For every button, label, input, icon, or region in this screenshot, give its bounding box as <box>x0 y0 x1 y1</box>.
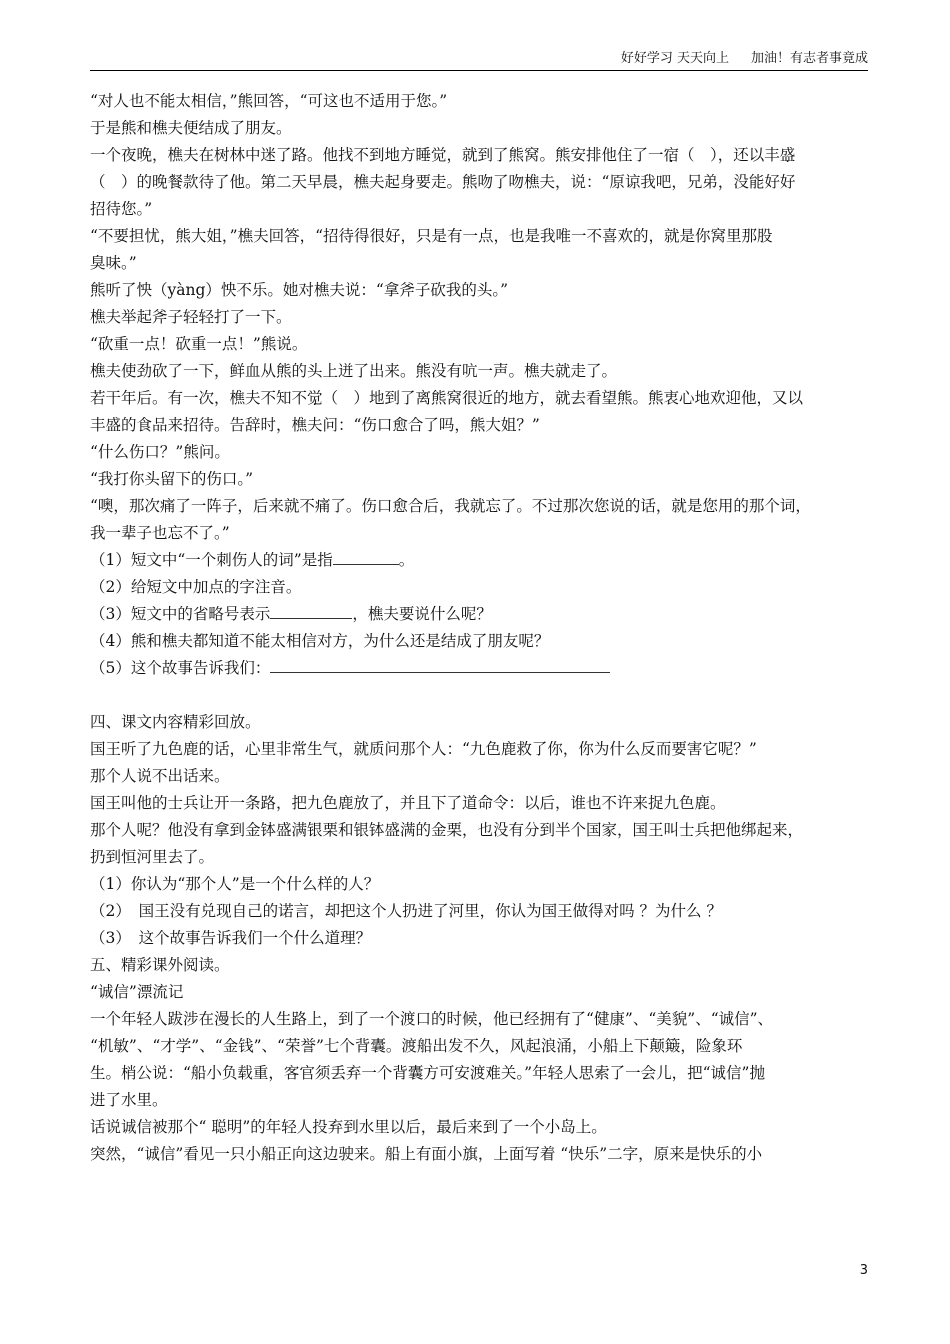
paragraph: 臭味。” <box>90 254 137 272</box>
question-3 <box>90 601 872 628</box>
paragraph: 国王听了九色鹿的话，心里非常生气，就质问那个人：“九色鹿救了你，你为什么反而要害它呢？” <box>90 740 757 758</box>
answer-blank[interactable] <box>270 658 610 673</box>
paragraph: “噢，那次痛了一阵子，后来就不痛了。伤口愈合后，我就忘了。不过那次您说的话，就是您用的那个词， <box>90 497 811 515</box>
paragraph: 扔到恒河里去了。 <box>90 848 215 866</box>
paragraph <box>90 142 872 169</box>
paragraph: 那个人说不出话来。 <box>90 767 230 785</box>
paragraph: 话说诚信被那个“ 聪明”的年轻人投弃到水里以后，最后来到了一个小岛上。 <box>90 1118 607 1136</box>
question-2: （2）给短文中加点的字注音。 <box>90 578 302 596</box>
paragraph: 那个人呢？他没有拿到金钵盛满银栗和银钵盛满的金栗，也没有分到半个国家，国王叫士兵把他绑起来， <box>90 821 804 839</box>
header-motto-left: 好好学习 天天向上 <box>620 51 729 66</box>
paragraph: 樵夫举起斧子轻轻打了一下。 <box>90 308 292 326</box>
paragraph: 招待您。” <box>90 200 153 218</box>
text-run: 若干年后。有一次，樵夫不知不 <box>90 389 308 407</box>
question-text: （1）短文中“一个刺伤人的词”是指 <box>90 551 333 569</box>
header-motto-right: 加油！有志者事竟成 <box>750 51 868 66</box>
paragraph: 丰盛的食品来招待。告辞时，樵夫问：“伤口愈合了吗，熊大姐？” <box>90 416 540 434</box>
dotted-char: 宿 <box>663 146 680 164</box>
text-run: （ ），还以丰 <box>679 146 780 164</box>
paragraph: 樵夫使劲砍了一下，鲜血从熊的头上迸了出来。熊没有吭一声。樵夫就走了。 <box>90 362 618 380</box>
paragraph: 突然，“诚信”看见一只小船正向这边驶来。船上有面小旗，上面写着 “快乐”二字，原来是快乐的小 <box>90 1145 763 1163</box>
question: （2） 国王没有兑现自己的诺言，却把这个人扔进了河里，你认为国王做得对吗 ？为什么 ？ <box>90 902 722 920</box>
question: （3） 这个故事告诉我们一个什么道理？ <box>90 929 372 947</box>
question-text: ，樵夫要说什么呢？ <box>352 605 492 623</box>
paragraph: （ ）的晚餐款待了他。第二天早晨，樵夫起身要走。熊吻了吻樵夫，说：“原谅我吧，兄弟，没能好好 <box>90 173 796 191</box>
paragraph: 于是熊和樵夫便结成了朋友。 <box>90 119 292 137</box>
paragraph: “不要担忧，熊大姐，”樵夫回答，“招待得很好，只是有一点，也是我唯一不喜欢的，就是你窝里那股 <box>90 227 773 245</box>
article-title: “诚信”漂流记 <box>90 983 184 1001</box>
text-run: （ ）地到了离熊窝很近的地方，就去看望熊。熊衷心地欢迎他，又以 <box>322 389 804 407</box>
paragraph: “机敏”、“才学”、“金钱”、“荣誉”七个背囊。渡船出发不久，风起浪涌，小船上下颠簸，险象环 <box>90 1037 743 1055</box>
text-run: 一个夜晚，樵夫在树林中迷了路。他找不到地方睡觉，就到了熊窝。熊安排他住了一 <box>90 146 664 164</box>
paragraph: 我一辈子也忘不了。” <box>90 524 230 542</box>
question-text: 。 <box>398 551 415 569</box>
question-5 <box>90 655 872 682</box>
section-title: 五、精彩课外阅读。 <box>90 956 230 974</box>
paragraph: 熊听了怏（yàng）怏不乐。她对樵夫说：“拿斧子砍我的头。” <box>90 281 509 299</box>
answer-blank[interactable] <box>333 550 399 565</box>
paragraph <box>90 385 872 412</box>
paragraph: “我打你头留下的伤口。” <box>90 470 254 488</box>
paragraph: 进了水里。 <box>90 1091 168 1109</box>
question-text: （3）短文中的省略号表示 <box>90 605 271 623</box>
question-4: （4）熊和樵夫都知道不能太相信对方，为什么还是结成了朋友呢？ <box>90 632 550 650</box>
paragraph: “什么伤口？”熊问。 <box>90 443 230 461</box>
page-header <box>90 50 868 71</box>
section-title: 四、课文内容精彩回放。 <box>90 713 261 731</box>
question-1 <box>90 547 872 574</box>
paragraph: 生。梢公说：“船小负载重，客官须丢弃一个背囊方可安渡难关。”年轻人思索了一会儿，把“诚信”抛 <box>90 1064 765 1082</box>
paragraph: “对人也不能太相信，”熊回答，“可这也不适用于您。” <box>90 92 448 110</box>
paragraph: 国王叫他的士兵让开一条路，把九色鹿放了，并且下了道命令：以后，谁也不许来捉九色鹿。 <box>90 794 726 812</box>
paragraph: 一个年轻人跋涉在漫长的人生路上，到了一个渡口的时候，他已经拥有了“健康”、“美貌”、“诚信”、 <box>90 1010 774 1028</box>
dotted-char: 盛 <box>779 146 796 164</box>
question: （1）你认为“那个人”是一个什么样的人？ <box>90 875 380 893</box>
spacer <box>90 682 872 709</box>
document-body <box>90 88 872 1168</box>
question-text: （5）这个故事告诉我们： <box>90 659 271 677</box>
dotted-char: 觉 <box>307 389 323 407</box>
paragraph: “砍重一点！砍重一点！”熊说。 <box>90 335 308 353</box>
answer-blank[interactable] <box>270 604 352 619</box>
page-number: 3 <box>859 1263 868 1278</box>
